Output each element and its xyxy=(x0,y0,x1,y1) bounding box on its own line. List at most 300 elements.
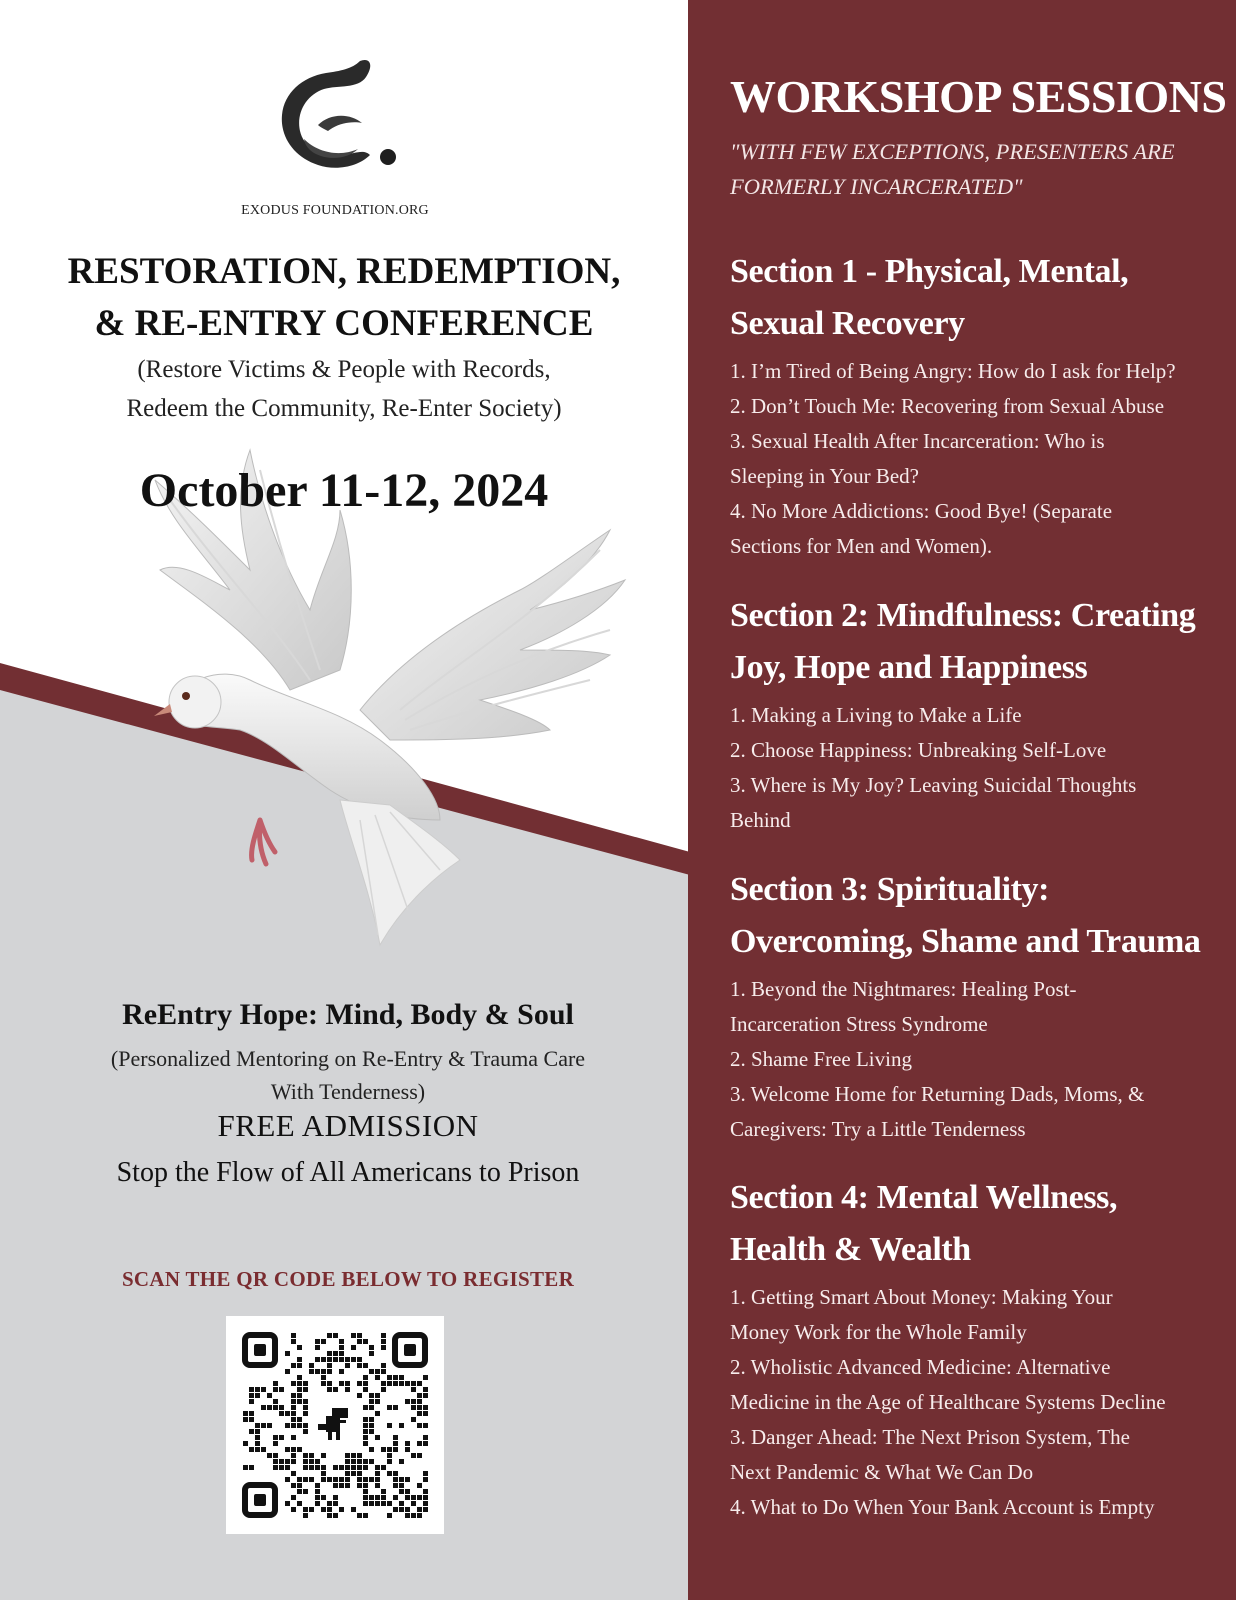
qr-module xyxy=(297,1417,302,1422)
qr-module xyxy=(393,1375,398,1380)
qr-module xyxy=(339,1351,344,1356)
qr-module xyxy=(339,1369,344,1374)
qr-module xyxy=(363,1429,368,1434)
qr-module xyxy=(363,1495,368,1500)
qr-module xyxy=(357,1339,362,1344)
qr-module xyxy=(315,1483,320,1488)
qr-module xyxy=(417,1495,422,1500)
qr-module xyxy=(321,1357,326,1362)
qr-module xyxy=(411,1417,416,1422)
qr-module xyxy=(297,1447,302,1452)
qr-module xyxy=(357,1459,362,1464)
qr-module xyxy=(381,1369,386,1374)
qr-module xyxy=(315,1501,320,1506)
conference-title xyxy=(0,246,688,350)
qr-module xyxy=(291,1417,296,1422)
qr-module xyxy=(375,1393,380,1398)
qr-module xyxy=(279,1405,284,1410)
qr-module xyxy=(333,1513,338,1518)
qr-module xyxy=(399,1483,404,1488)
qr-module xyxy=(309,1363,314,1368)
qr-module xyxy=(357,1483,362,1488)
list-item: Caregivers: Try a Little Tenderness xyxy=(730,1117,1026,1141)
qr-module xyxy=(369,1477,374,1482)
list-item: Incarceration Stress Syndrome xyxy=(730,1012,988,1036)
qr-module xyxy=(291,1483,296,1488)
qr-module xyxy=(309,1465,314,1470)
qr-module xyxy=(303,1405,308,1410)
title-line-2: & RE-ENTRY CONFERENCE xyxy=(94,303,594,344)
qr-module xyxy=(363,1339,368,1344)
list-item: Sections for Men and Women). xyxy=(730,534,993,558)
qr-module xyxy=(327,1477,332,1482)
qr-module xyxy=(291,1339,296,1344)
qr-module xyxy=(363,1501,368,1506)
qr-module xyxy=(399,1423,404,1428)
qr-module xyxy=(387,1501,392,1506)
session-list xyxy=(730,698,1225,838)
qr-module xyxy=(423,1495,428,1500)
qr-module xyxy=(339,1483,344,1488)
qr-module xyxy=(381,1501,386,1506)
section-4 xyxy=(730,1172,1225,1525)
list-item: Next Pandemic & What We Can Do xyxy=(730,1460,1034,1484)
qr-module xyxy=(273,1399,278,1404)
qr-module xyxy=(387,1423,392,1428)
qr-module xyxy=(405,1489,410,1494)
qr-module xyxy=(381,1345,386,1350)
qr-module xyxy=(285,1369,290,1374)
qr-module xyxy=(399,1489,404,1494)
qr-module xyxy=(261,1405,266,1410)
list-item: 4. What to Do When Your Bank Account is Empty xyxy=(730,1495,1155,1519)
qr-module xyxy=(327,1513,332,1518)
qr-module xyxy=(279,1459,284,1464)
qr-module xyxy=(369,1351,374,1356)
qr-module xyxy=(363,1513,368,1518)
qr-module xyxy=(417,1411,422,1416)
qr-module xyxy=(375,1477,380,1482)
reentry-hope-subtitle xyxy=(40,1042,656,1108)
heading-line: Section 1 - Physical, Mental, xyxy=(730,253,1129,290)
qr-module xyxy=(297,1393,302,1398)
qr-module xyxy=(375,1501,380,1506)
qr-module xyxy=(249,1411,254,1416)
session-list xyxy=(730,972,1225,1147)
qr-module xyxy=(267,1423,272,1428)
qr-module xyxy=(417,1507,422,1512)
qr-module xyxy=(321,1453,326,1458)
qr-module xyxy=(399,1477,404,1482)
qr-module xyxy=(393,1435,398,1440)
qr-module xyxy=(387,1447,392,1452)
qr-module xyxy=(303,1387,308,1392)
section-3 xyxy=(730,864,1225,1147)
qr-module xyxy=(357,1477,362,1482)
qr-module xyxy=(357,1381,362,1386)
list-item: Medicine in the Age of Healthcare Systems Decline xyxy=(730,1390,1166,1414)
section-heading xyxy=(730,590,1225,694)
qr-module xyxy=(309,1507,314,1512)
subtitle-line-1: (Restore Victims & People with Records, xyxy=(137,356,551,383)
tagline: Stop the Flow of All Americans to Prison xyxy=(116,1157,580,1188)
qr-module xyxy=(273,1441,278,1446)
qr-module xyxy=(273,1405,278,1410)
qr-module xyxy=(315,1489,320,1494)
qr-module xyxy=(333,1357,338,1362)
qr-module xyxy=(363,1435,368,1440)
qr-module xyxy=(351,1345,356,1350)
qr-module xyxy=(291,1381,296,1386)
qr-module xyxy=(375,1399,380,1404)
qr-module xyxy=(417,1381,422,1386)
qr-module xyxy=(279,1435,284,1440)
qr-module xyxy=(411,1399,416,1404)
qr-module xyxy=(417,1399,422,1404)
qr-module xyxy=(327,1333,332,1338)
qr-module xyxy=(285,1477,290,1482)
qr-module xyxy=(243,1417,248,1422)
qr-module xyxy=(381,1333,386,1338)
qr-module xyxy=(315,1339,320,1344)
qr-module xyxy=(369,1459,374,1464)
section-1 xyxy=(730,246,1225,564)
qr-module xyxy=(381,1465,386,1470)
qr-module xyxy=(351,1465,356,1470)
qr-module xyxy=(339,1465,344,1470)
qr-module xyxy=(375,1483,380,1488)
qr-module xyxy=(249,1399,254,1404)
dove-image xyxy=(140,440,630,960)
section-heading xyxy=(730,864,1225,968)
qr-module xyxy=(297,1375,302,1380)
heading-line: Health & Wealth xyxy=(730,1231,971,1268)
qr-module xyxy=(333,1483,338,1488)
heading-line: Overcoming, Shame and Trauma xyxy=(730,923,1201,960)
qr-module xyxy=(381,1381,386,1386)
qr-module xyxy=(387,1381,392,1386)
qr-module xyxy=(249,1465,254,1470)
qr-module xyxy=(249,1393,254,1398)
qr-module xyxy=(333,1351,338,1356)
qr-module xyxy=(375,1465,380,1470)
qr-module xyxy=(321,1381,326,1386)
qr-module xyxy=(303,1423,308,1428)
qr-module xyxy=(297,1489,302,1494)
qr-module xyxy=(309,1459,314,1464)
qr-module xyxy=(417,1513,422,1518)
qr-module xyxy=(291,1447,296,1452)
qr-module xyxy=(357,1465,362,1470)
qr-module xyxy=(279,1387,284,1392)
qr-module xyxy=(369,1399,374,1404)
qr-module xyxy=(291,1363,296,1368)
list-item: 1. Beyond the Nightmares: Healing Post- xyxy=(730,977,1077,1001)
qr-module xyxy=(315,1369,320,1374)
qr-module xyxy=(297,1399,302,1404)
list-item: 1. Making a Living to Make a Life xyxy=(730,703,1022,727)
workshop-sessions-title: WORKSHOP SESSIONS xyxy=(730,71,1227,122)
qr-module xyxy=(327,1357,332,1362)
list-item: 2. Don’t Touch Me: Recovering from Sexual Abuse xyxy=(730,394,1165,418)
qr-module xyxy=(363,1375,368,1380)
qr-module xyxy=(369,1369,374,1374)
qr-module xyxy=(381,1489,386,1494)
list-item: 3. Where is My Joy? Leaving Suicidal Thoughts xyxy=(730,773,1137,797)
qr-module xyxy=(393,1495,398,1500)
qr-module xyxy=(393,1381,398,1386)
qr-module xyxy=(369,1501,374,1506)
qr-module xyxy=(393,1447,398,1452)
qr-module xyxy=(387,1405,392,1410)
qr-module xyxy=(357,1363,362,1368)
qr-module xyxy=(291,1459,296,1464)
qr-module xyxy=(405,1381,410,1386)
qr-module xyxy=(315,1357,320,1362)
qr-module xyxy=(423,1471,428,1476)
qr-module xyxy=(285,1423,290,1428)
qr-module xyxy=(333,1495,338,1500)
qr-module xyxy=(411,1513,416,1518)
workshop-quote xyxy=(730,134,1210,204)
qr-module xyxy=(399,1381,404,1386)
qr-module xyxy=(273,1381,278,1386)
qr-module xyxy=(279,1465,284,1470)
qr-module xyxy=(315,1345,320,1350)
qr-module xyxy=(375,1471,380,1476)
qr-module xyxy=(411,1495,416,1500)
qr-module xyxy=(303,1453,308,1458)
qr-module xyxy=(423,1477,428,1482)
qr-module xyxy=(303,1465,308,1470)
qr-module xyxy=(273,1465,278,1470)
list-item: 2. Wholistic Advanced Medicine: Alternative xyxy=(730,1355,1111,1379)
list-item: 3. Danger Ahead: The Next Prison System, The xyxy=(730,1425,1130,1449)
qr-module xyxy=(417,1441,422,1446)
qr-module xyxy=(249,1417,254,1422)
qr-module xyxy=(405,1399,410,1404)
qr-module xyxy=(417,1483,422,1488)
qr-module xyxy=(387,1453,392,1458)
qr-module xyxy=(411,1501,416,1506)
hope-sub-line-2: With Tenderness) xyxy=(270,1079,426,1104)
qr-module xyxy=(327,1381,332,1386)
qr-module xyxy=(321,1471,326,1476)
section-heading xyxy=(730,1172,1225,1276)
qr-module xyxy=(291,1453,296,1458)
qr-module xyxy=(297,1357,302,1362)
qr-module xyxy=(411,1405,416,1410)
qr-module xyxy=(345,1381,350,1386)
qr-module xyxy=(297,1501,302,1506)
qr-module xyxy=(411,1381,416,1386)
qr-module xyxy=(339,1477,344,1482)
qr-module xyxy=(285,1465,290,1470)
qr-module xyxy=(393,1405,398,1410)
qr-module xyxy=(267,1453,272,1458)
qr-module xyxy=(327,1507,332,1512)
qr-module xyxy=(303,1411,308,1416)
qr-module xyxy=(285,1447,290,1452)
session-list xyxy=(730,1280,1225,1525)
qr-module xyxy=(357,1357,362,1362)
qr-module xyxy=(357,1471,362,1476)
conference-date: October 11-12, 2024 xyxy=(139,464,549,517)
qr-module xyxy=(417,1423,422,1428)
qr-module xyxy=(363,1483,368,1488)
qr-module xyxy=(405,1495,410,1500)
organization-url: EXODUS FOUNDATION.ORG xyxy=(241,203,429,218)
qr-module xyxy=(417,1393,422,1398)
exodus-logo-icon xyxy=(278,55,408,185)
qr-module xyxy=(381,1447,386,1452)
qr-module xyxy=(333,1501,338,1506)
qr-module xyxy=(327,1369,332,1374)
qr-module xyxy=(291,1393,296,1398)
qr-module xyxy=(291,1423,296,1428)
qr-module xyxy=(267,1405,272,1410)
list-item: 1. I’m Tired of Being Angry: How do I ask for Help? xyxy=(730,359,1176,383)
qr-code-icon[interactable] xyxy=(226,1316,444,1534)
qr-module xyxy=(309,1369,314,1374)
qr-module xyxy=(363,1387,368,1392)
qr-module xyxy=(351,1453,356,1458)
qr-module xyxy=(321,1477,326,1482)
qr-module xyxy=(369,1495,374,1500)
list-item: 2. Choose Happiness: Unbreaking Self-Love xyxy=(730,738,1107,762)
conference-subtitle xyxy=(0,350,688,428)
reentry-hope-title: ReEntry Hope: Mind, Body & Soul xyxy=(122,998,574,1031)
qr-module xyxy=(273,1459,278,1464)
qr-module xyxy=(285,1459,290,1464)
qr-module xyxy=(339,1381,344,1386)
qr-module xyxy=(315,1495,320,1500)
qr-module xyxy=(399,1375,404,1380)
qr-module xyxy=(393,1441,398,1446)
qr-module xyxy=(423,1441,428,1446)
qr-module xyxy=(291,1471,296,1476)
qr-module xyxy=(393,1483,398,1488)
session-list xyxy=(730,354,1225,564)
qr-module xyxy=(321,1495,326,1500)
qr-module xyxy=(357,1333,362,1338)
qr-module xyxy=(381,1363,386,1368)
qr-module xyxy=(303,1399,308,1404)
list-item: 4. No More Addictions: Good Bye! (Separate xyxy=(730,499,1113,523)
qr-module xyxy=(369,1345,374,1350)
qr-module xyxy=(387,1459,392,1464)
qr-module xyxy=(273,1435,278,1440)
qr-module xyxy=(363,1441,368,1446)
qr-module xyxy=(369,1447,374,1452)
heading-line: Section 2: Mindfulness: Creating xyxy=(730,597,1196,634)
qr-module xyxy=(261,1447,266,1452)
qr-module xyxy=(291,1435,296,1440)
qr-module xyxy=(363,1381,368,1386)
qr-module xyxy=(363,1477,368,1482)
qr-module xyxy=(411,1453,416,1458)
qr-module xyxy=(351,1333,356,1338)
qr-module xyxy=(327,1363,332,1368)
qr-module xyxy=(387,1471,392,1476)
qr-module xyxy=(357,1393,362,1398)
qr-module xyxy=(267,1393,272,1398)
qr-module xyxy=(243,1411,248,1416)
qr-module xyxy=(375,1435,380,1440)
qr-module xyxy=(363,1423,368,1428)
qr-module xyxy=(327,1351,332,1356)
qr-module xyxy=(315,1465,320,1470)
qr-module xyxy=(339,1339,344,1344)
hope-sub-line-1: (Personalized Mentoring on Re-Entry & Trauma Care xyxy=(110,1046,586,1071)
qr-module xyxy=(297,1423,302,1428)
qr-module xyxy=(345,1363,350,1368)
qr-module xyxy=(423,1405,428,1410)
qr-module xyxy=(255,1435,260,1440)
qr-module xyxy=(303,1429,308,1434)
qr-module xyxy=(297,1381,302,1386)
qr-module xyxy=(387,1375,392,1380)
qr-module xyxy=(285,1351,290,1356)
qr-module xyxy=(303,1477,308,1482)
qr-module xyxy=(333,1387,338,1392)
qr-module xyxy=(345,1453,350,1458)
qr-module xyxy=(339,1507,344,1512)
qr-module xyxy=(423,1507,428,1512)
qr-module xyxy=(363,1459,368,1464)
qr-module xyxy=(255,1441,260,1446)
qr-module xyxy=(399,1501,404,1506)
qr-module xyxy=(369,1405,374,1410)
qr-module xyxy=(273,1387,278,1392)
heading-line: Joy, Hope and Happiness xyxy=(730,649,1088,686)
qr-module xyxy=(423,1411,428,1416)
scan-qr-instruction: SCAN THE QR CODE BELOW TO REGISTER xyxy=(121,1267,575,1291)
qr-module xyxy=(387,1513,392,1518)
qr-module xyxy=(291,1507,296,1512)
qr-module xyxy=(291,1405,296,1410)
qr-module xyxy=(345,1465,350,1470)
qr-module xyxy=(333,1477,338,1482)
qr-module xyxy=(405,1513,410,1518)
qr-module xyxy=(291,1333,296,1338)
qr-module xyxy=(363,1405,368,1410)
qr-module xyxy=(249,1429,254,1434)
qr-module xyxy=(291,1495,296,1500)
qr-module xyxy=(351,1357,356,1362)
qr-module xyxy=(345,1471,350,1476)
section-heading xyxy=(730,246,1225,350)
qr-module xyxy=(345,1459,350,1464)
qr-module xyxy=(321,1375,326,1380)
qr-module xyxy=(333,1333,338,1338)
qr-module xyxy=(363,1489,368,1494)
qr-module xyxy=(423,1393,428,1398)
qr-module xyxy=(255,1393,260,1398)
quote-line-2: FORMERLY INCARCERATED" xyxy=(730,174,1023,199)
qr-module xyxy=(417,1453,422,1458)
quote-line-1: "WITH FEW EXCEPTIONS, PRESENTERS ARE xyxy=(730,139,1175,164)
qr-module xyxy=(321,1369,326,1374)
qr-module xyxy=(291,1399,296,1404)
qr-module xyxy=(327,1501,332,1506)
qr-module xyxy=(399,1459,404,1464)
qr-module xyxy=(297,1477,302,1482)
qr-module xyxy=(297,1363,302,1368)
free-admission: FREE ADMISSION xyxy=(217,1108,479,1143)
qr-module xyxy=(411,1387,416,1392)
qr-module xyxy=(255,1387,260,1392)
